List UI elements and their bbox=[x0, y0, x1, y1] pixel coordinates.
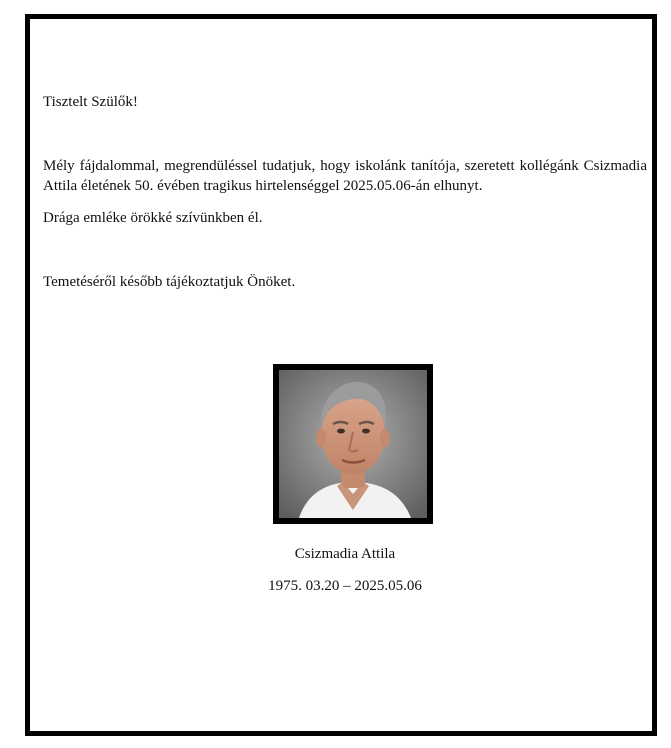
funeral-info-text: Temetéséről később tájékoztatjuk Önöket. bbox=[43, 274, 296, 290]
portrait-image bbox=[279, 370, 427, 518]
memorial-notice-frame bbox=[25, 14, 657, 736]
deceased-name: Csizmadia Attila bbox=[294, 546, 396, 562]
portrait-photo bbox=[273, 364, 433, 524]
announcement-text: Mély fájdalommal, megrendüléssel tudatjuk, hogy iskolánk tanítója, szeretett kollégánk Csizmadia Attila életének 50. évében tragikus hirtelenséggel 2025.05.06-án elhunyt. bbox=[43, 158, 647, 194]
life-dates: 1975. 03.20 – 2025.05.06 bbox=[268, 578, 422, 594]
greeting-text: Tisztelt Szülők! bbox=[43, 94, 138, 110]
remembrance-text: Drága emléke örökké szívünkben él. bbox=[43, 210, 263, 226]
